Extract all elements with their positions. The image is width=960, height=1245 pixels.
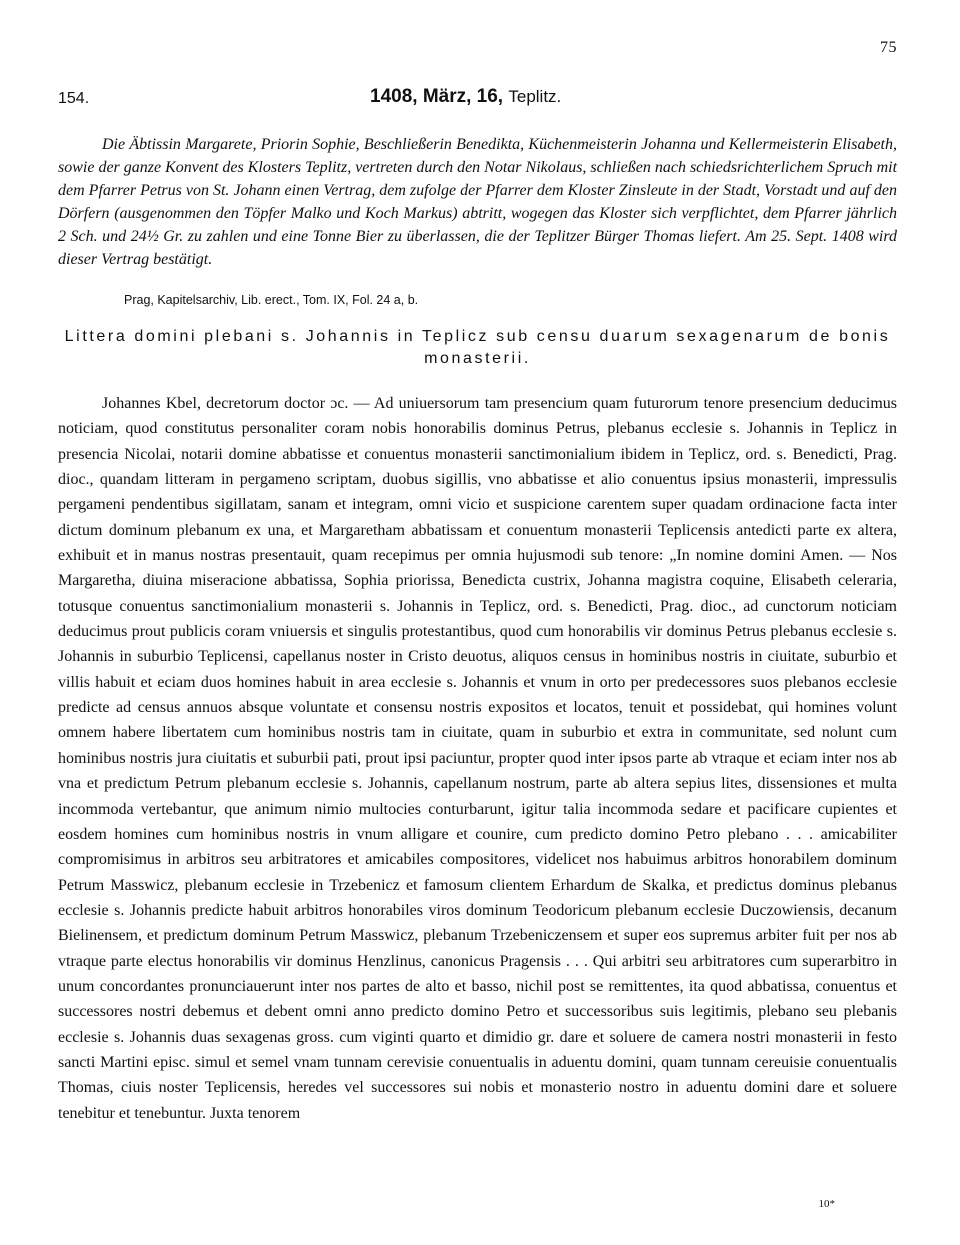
sheet-signature: 10*	[818, 1198, 835, 1210]
archive-source: Prag, Kapitelsarchiv, Lib. erect., Tom. IX, Fol. 24 a, b.	[124, 293, 419, 307]
document-date-line	[370, 86, 561, 108]
page-number: 75	[880, 39, 897, 56]
document-date: 1408, März, 16,	[370, 86, 504, 107]
document-title: Littera domini plebani s. Johannis in Teplicz sub censu duarum sexagenarum de bonis monasterii.	[64, 328, 891, 367]
document-header	[58, 86, 897, 110]
regest-summary: Die Äbtissin Margarete, Priorin Sophie, Beschließerin Benedikta, Küchenmeisterin Johanna und Kellermeisterin Elisabeth, sowie der ganze Konvent des Klosters Teplitz, vertreten durch den Notar Nikolaus, schließen nach schiedsrichterlichem Spruch mit dem Pfarrer Petrus von St. Johann einen Vertrag, dem zufolge der Pfarrer dem Kloster Zinsleute in der Stadt, Vorstadt und auf den Dörfern (ausgenommen den Töpfer Malko und Koch Markus) abtritt, wogegen das Kloster sich verpflichtet, dem Pfarrer jährlich 2 Sch. und 24½ Gr. zu zahlen und eine Tonne Bier zu überlassen, die der Teplitzer Bürger Thomas liefert. Am 25. Sept. 1408 wird dieser Vertrag bestätigt.	[58, 136, 898, 268]
document-place: Teplitz.	[508, 87, 562, 106]
document-body: Johannes Kbel, decretorum doctor ɔc. — Ad uniuersorum tam presencium quam futurorum tenore presencium deducimus noticiam, quod constitutus personaliter coram nobis honorabilis dominus Petrus, plebanus ecclesie s. Johannis in Teplicz in presencia Nicolai, notarii domine abbatisse et conuentus monasterii sanctimonialium ibidem in Teplicz, ord. s. Benedicti, Prag. dioc., quandam litteram in pergameno scriptam, duobus sigillis, vno abbatisse et alio conuentus ipsius monasterii, impressulis pergameni pendentibus sigillatam, sanam et integram, omni vicio et suspicione carentem super quadam ordinacione facta inter dictum dominum plebanum ex una, et Margaretham abbatissam et conuentum monasterii Teplicensis antedicti parte ex altera, exhibuit et in manus nostras presentauit, quam recepimus per omnia hujusmodi sub tenore: „In nomine domini Amen. — Nos Margaretha, diuina miseracione abbatissa, Sophia priorissa, Benedicta custrix, Johanna magistra coquine, Elisabeth celeraria, totusque conuentus sanctimonialium monasterii s. Johannis in Teplicz, ord. s. Benedicti, Prag. dioc., ad cunctorum noticiam deducimus prout publicis coram vniuersis et singulis protestantibus, quod cum honorabilis vir dominus Petrus plebanus ecclesie s. Johannis in suburbio Teplicensi, capellanus noster in Cristo deuotus, aliquos census in hominibus nostris in ciuitate, suburbio et villis habuit et eciam duos homines habuit in area ecclesie s. Johannis et vnum in orto per predecessores suos plebanos ecclesie predicte ad census annuos absque voluntate et consensu nostris expositos et locatos, tenuit et possidebat, qui homines volunt omnem habere libertatem cum hominibus nostris tam in ciuitate, quam in suburbio et extra in communitate, sed nolunt cum hominibus nostris jura ciuitatis et suburbii pati, prout ipsi paciuntur, propter quod inter ipsos parte ab vtraque et eciam inter nos ab vna et predictum Petrum plebanum ecclesie s. Johannis, capellanum nostrum, parte ab altera sepius lites, dissensiones et multa incommoda vertebantur, que animum nimio multocies conturbarunt, igitur talia incommoda sedare et pacificare cupientes et eosdem homines cum hominibus nostris in vnum alligare et counire, cum predicto domino Petro plebano . . . amicabiliter compromisimus in arbitros seu arbitratores et amicabiles compositores, videlicet nos habuimus arbitros honorabilem dominum Petrum Masswicz, plebanum ecclesie in Trzebenicz et famosum clientem Erhardum de Skalka, et predictus dominus plebanus ecclesie s. Johannis predicte habuit arbitros honorabiles viros dominum Teodoricum plebanum ecclesie Duczowiensis, decanum Bielinensem, et predictum dominum Petrum Masswicz, plebanum Trzebeniczensem et super eos supremus arbiter fuit per nos ab vtraque parte electus honorabilis vir dominus Henzlinus, canonicus Pragensis . . . Qui arbitri seu arbitratores cum superarbitro in unum concordantes pronunciauerunt inter nos partes de alto et basso, nichil post se remittentes, ita quod abbatissa, conuentus et successores nostri debemus et debent omni anno predicto domino Petro et successoribus suis legitimis, plebano seu plebanis ecclesie s. Johannis duas sexagenas gross. cum viginti quarto et dimidio gr. dare et soluere de camera nostri monasterii in festo sancti Martini episc. simul et semel vnam tunnam cerevisie conuentualis in aduentu domini, quam tunnam cereuisie conuentualis Thomas, ciuis noster Teplicensis, heredes vel successores sui nobis et monasterio nostro in aduentu domini dare et soluere tenebitur et tenebuntur. Juxta tenorem	[58, 395, 897, 1122]
document-number: 154.	[58, 90, 90, 107]
document-page	[58, 0, 897, 1245]
